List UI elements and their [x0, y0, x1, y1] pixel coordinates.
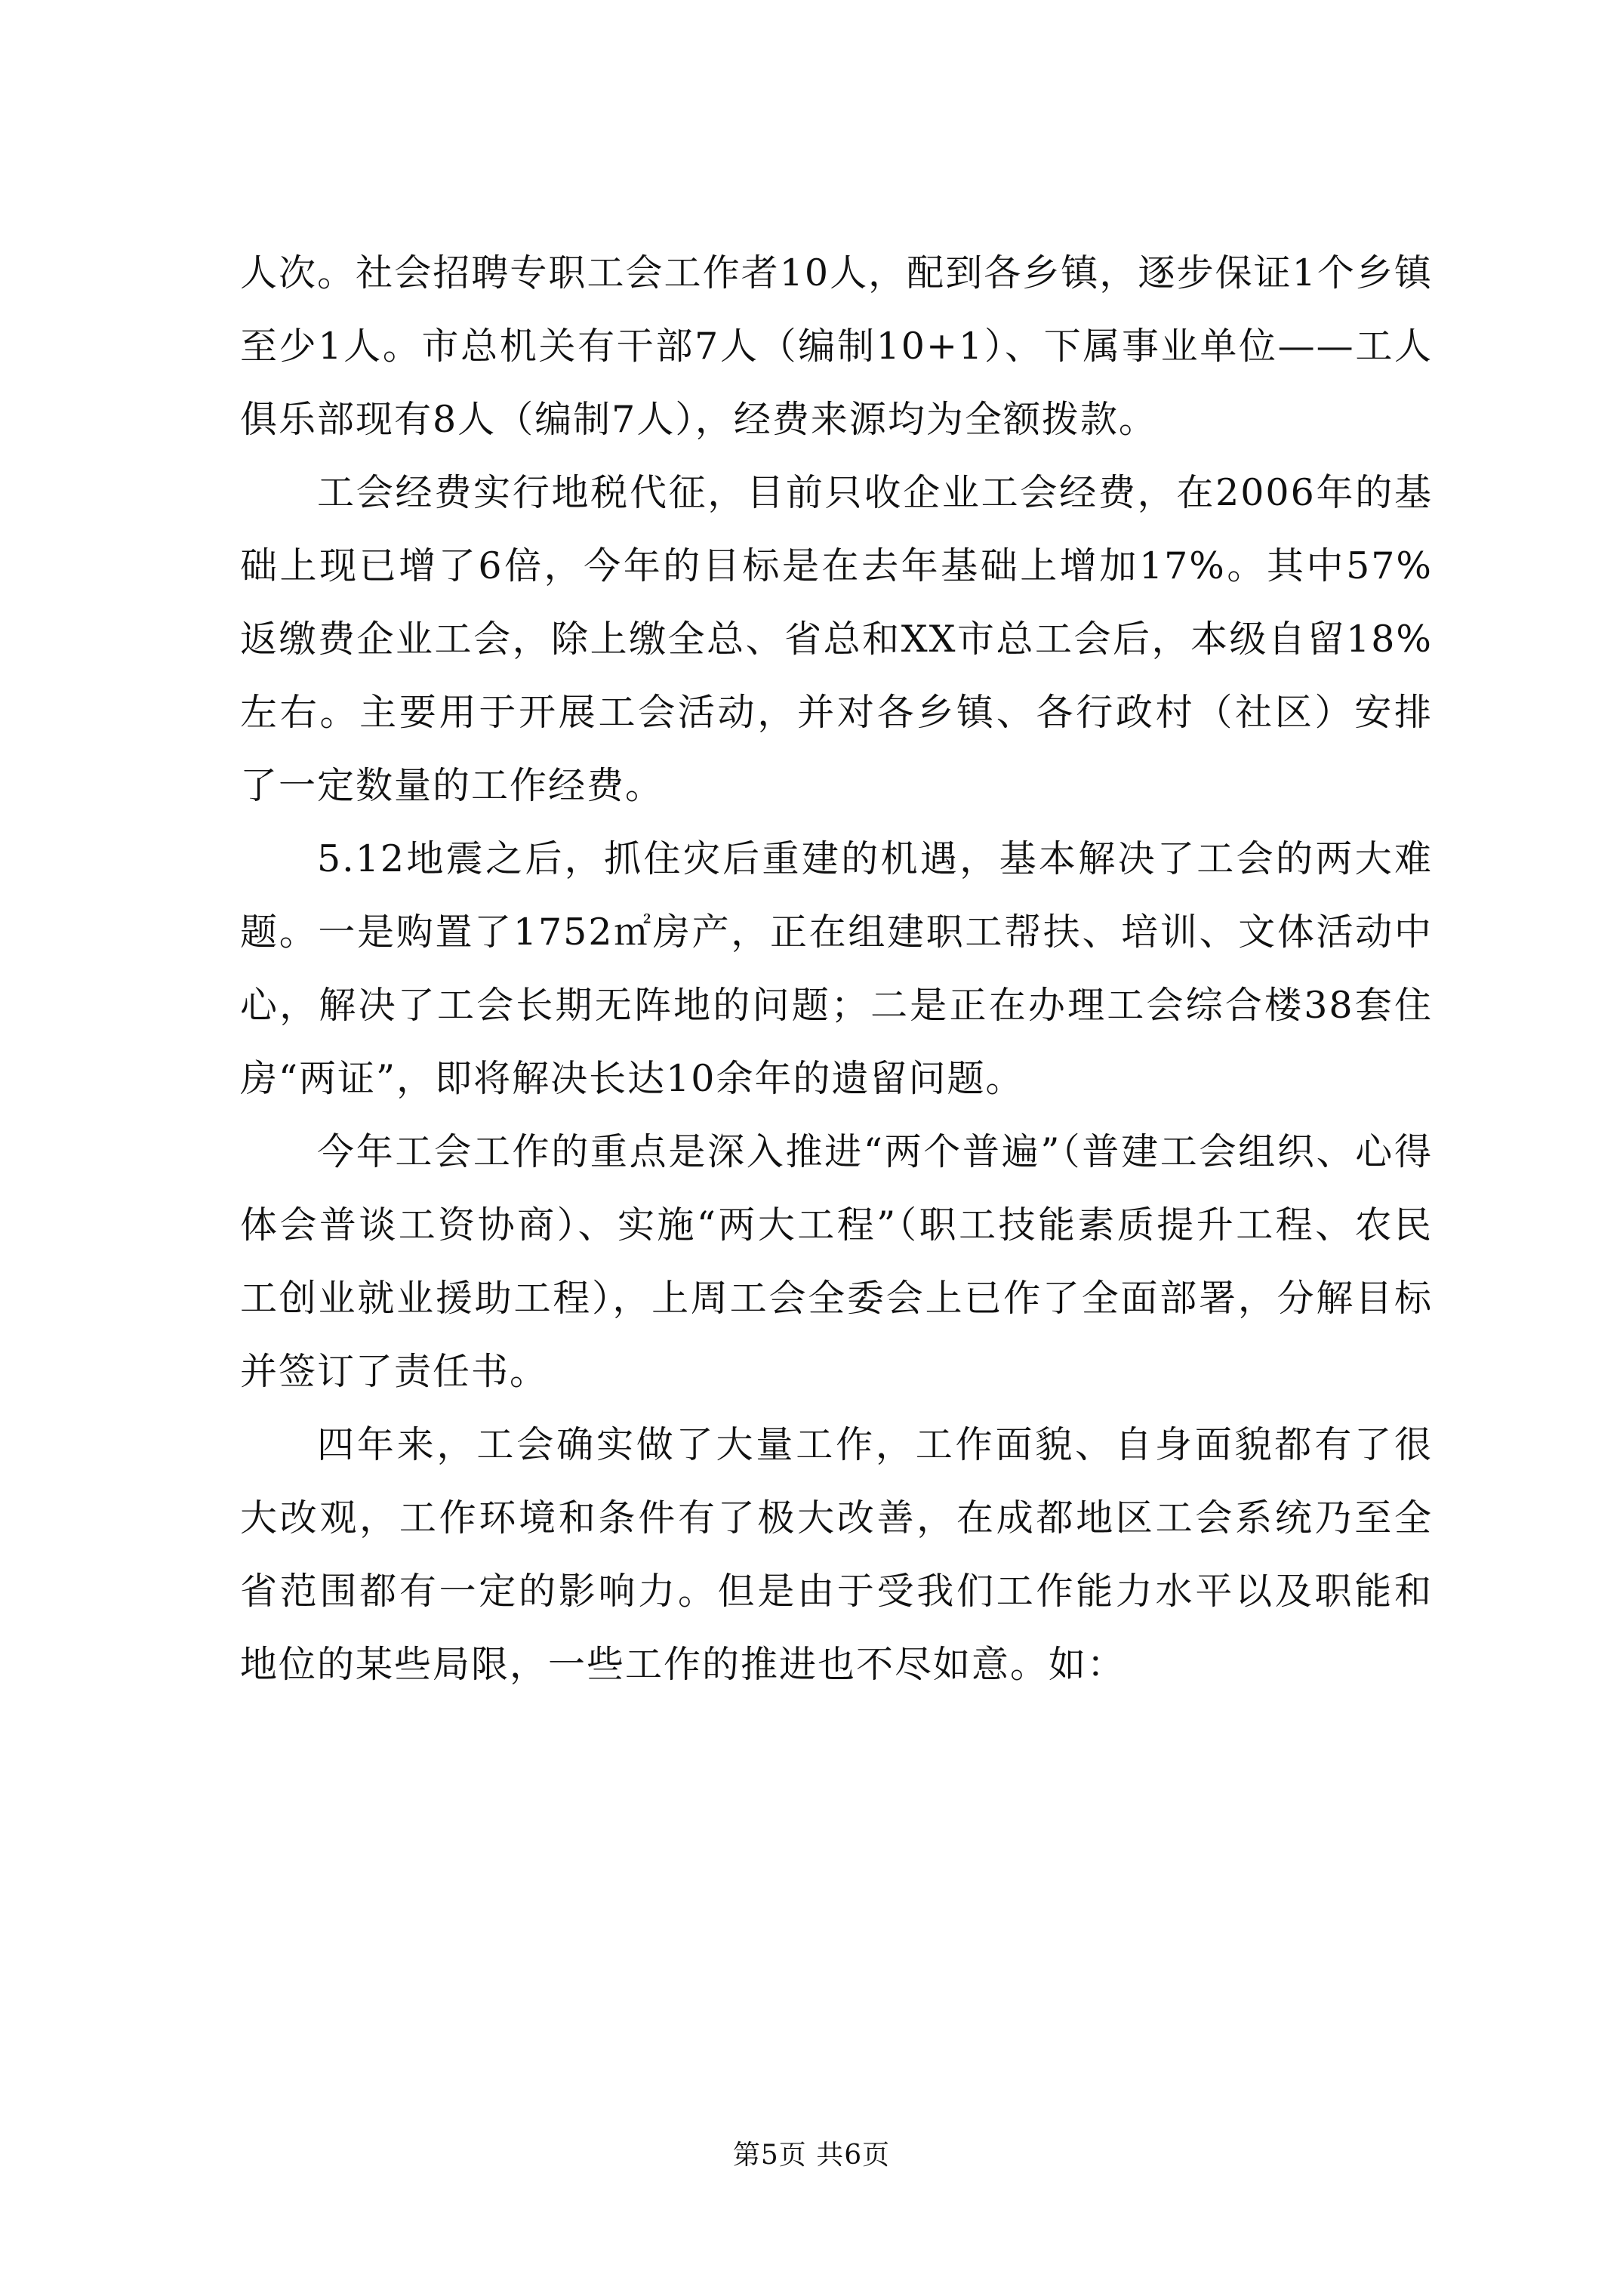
document-body — [240, 236, 1433, 1701]
page-number: 第5页 共6页 — [732, 2140, 891, 2171]
paragraph-four-years: 四年来，工会确实做了大量工作，工作面貌、自身面貌都有了很大改观，工作环境和条件有了极大改善，在成都地区工会系统乃至全省范围都有一定的影响力。但是由于受我们工作能力水平以及职能和地位的某些局限，一些工作的推进也不尽如意。如： — [240, 1423, 1433, 1686]
paragraph-union-funds: 工会经费实行地税代征，目前只收企业工会经费，在2006年的基础上现已增了6倍，今年的目标是在去年基础上增加17%。其中57%返缴费企业工会，除上缴全总、省总和XX市总工会后，本级自留18%左右。主要用于开展工会活动，并对各乡镇、各行政村（社区）安排了一定数量的工作经费。 — [240, 471, 1433, 807]
paragraph-staffing: 人次。社会招聘专职工会工作者10人，配到各乡镇，逐步保证1个乡镇至少1人。市总机关有干部7人（编制10+1）、下属事业单位——工人俱乐部现有8人（编制7人），经费来源均为全额拨款。 — [240, 251, 1433, 441]
paragraph-earthquake-rebuild: 5.12地震之后，抓住灾后重建的机遇，基本解决了工会的两大难题。一是购置了1752㎡房产，正在组建职工帮扶、培训、文体活动中心，解决了工会长期无阵地的问题；二是正在办理工会综合楼38套住房“两证”，即将解决长达10余年的遗留问题。 — [240, 837, 1433, 1100]
page-footer — [0, 2137, 1623, 2174]
paragraph-key-work: 今年工会工作的重点是深入推进“两个普遍”（普建工会组织、心得体会普谈工资协商）、实施“两大工程”（职工技能素质提升工程、农民工创业就业援助工程），上周工会全委会上已作了全面部署，分解目标并签订了责任书。 — [240, 1130, 1433, 1393]
